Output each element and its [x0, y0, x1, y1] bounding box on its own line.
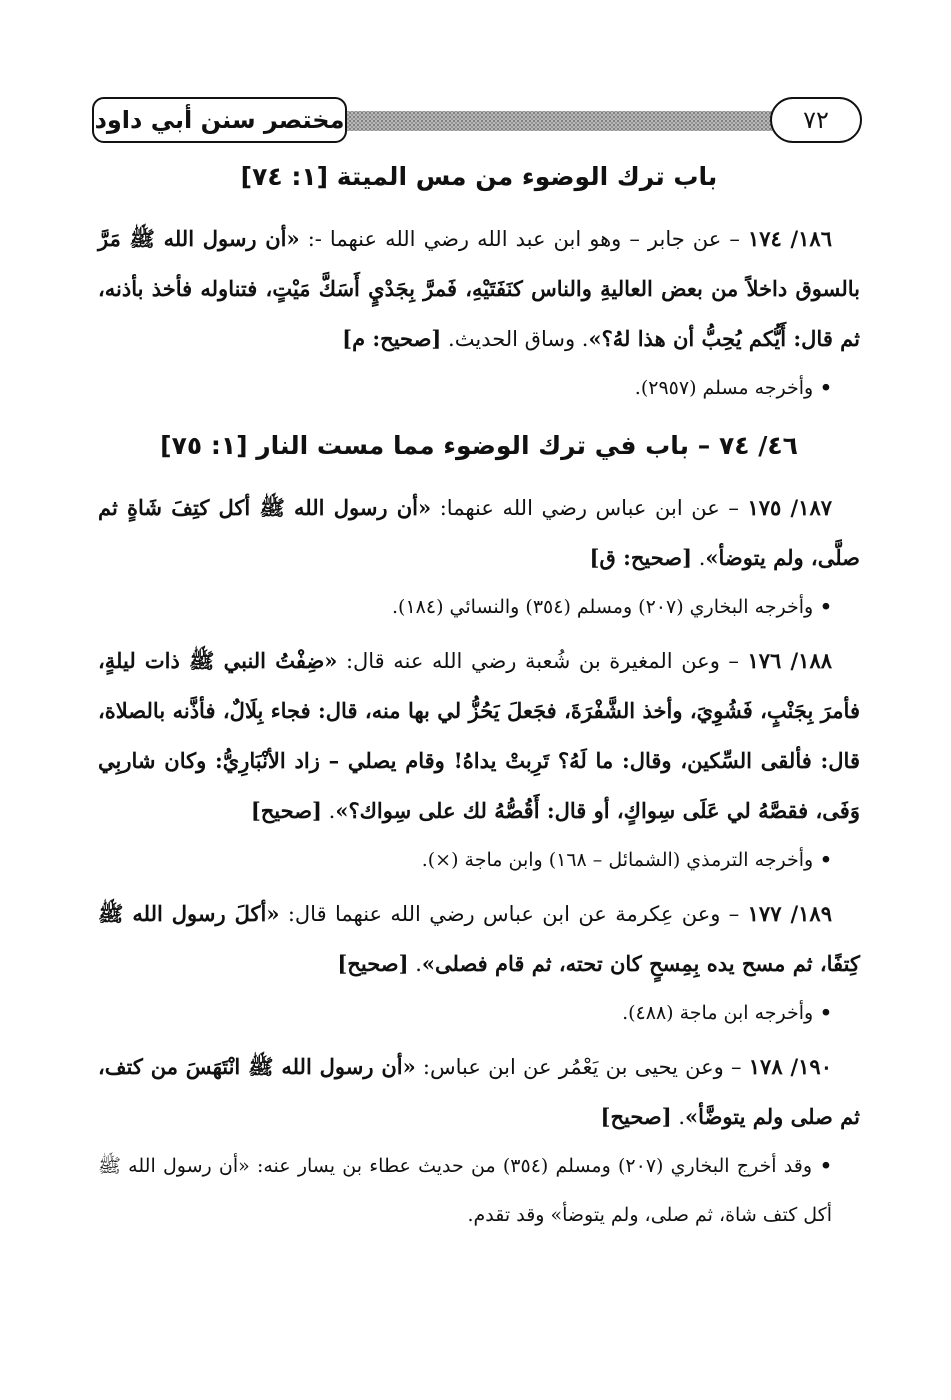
takhrij-note — [98, 1142, 860, 1240]
hadith-after: . — [692, 546, 706, 570]
hadith-number: ١٨٩/ ١٧٧ — [747, 901, 832, 926]
takhrij-note — [98, 364, 860, 413]
hadith-grade: [صحيح] — [337, 951, 409, 976]
takhrij-note — [98, 836, 860, 885]
hadith-after: . — [408, 952, 422, 976]
hadith-quote: «أكلَ رسول الله ﷺ كِتفًا، ثم مسح يده بِمِسحٍ كان تحته، ثم قام فصلى» — [98, 901, 860, 976]
bullet-icon: • — [812, 1155, 832, 1177]
bullet-icon: • — [813, 1002, 832, 1024]
hadith-paragraph — [98, 636, 860, 836]
bullet-icon: • — [813, 849, 832, 871]
hadith-number: ١٩٠/ ١٧٨ — [748, 1054, 832, 1079]
page-header — [92, 95, 862, 151]
takhrij-note — [98, 583, 860, 632]
hadith-number: ١٨٨/ ١٧٦ — [747, 648, 833, 673]
bullet-icon: • — [813, 377, 832, 399]
hadith-quote: «أن رسول الله ﷺ انْتَهَسَ من كتف، ثم صلى ولم يتوضَّأ» — [98, 1054, 860, 1129]
hadith-grade: [صحيح] — [250, 798, 322, 823]
hadith-paragraph — [98, 889, 860, 989]
hadith-after: . — [671, 1105, 686, 1129]
hadith-grade: [صحيح] — [600, 1104, 672, 1129]
takhrij-text: وأخرجه ابن ماجة (٤٨٨). — [622, 1002, 814, 1024]
hadith-quote: «أن رسول الله ﷺ مَرَّ بالسوق داخلاً من بعض العاليةِ والناس كنَفَتَيْهِ، فَمرَّ بِجَدْيٍ أَسَكَّ مَيْتٍ، فتناوله فأخذ بأذنه، ثم قال: أَيُّكم يُحِبُّ أن هذا لهُ؟» — [98, 226, 860, 351]
takhrij-text: وأخرجه مسلم (٢٩٥٧). — [634, 377, 814, 399]
page-number: ٧٢ — [770, 97, 862, 143]
header-decorative-band — [332, 111, 772, 131]
hadith-quote: «أن رسول الله ﷺ أكل كتِفَ شَاةٍ ثم صلَّى، ولم يتوضأ» — [98, 495, 860, 570]
hadith-paragraph — [98, 1042, 860, 1142]
hadith-intro: – وعن عِكرمة عن ابن عباس رضي الله عنهما قال: — [279, 902, 740, 926]
takhrij-text: وقد أخرج البخاري (٢٠٧) ومسلم (٣٥٤) من حديث عطاء بن يسار عنه: «أن رسول الله ﷺ أكل كتف شاة، ثم صلى، ولم يتوضأ» وقد تقدم. — [98, 1155, 832, 1226]
chapter-heading: باب ترك الوضوء من مس الميتة [١: ٧٤] — [240, 162, 718, 191]
hadith-intro: – عن جابر – وهو ابن عبد الله رضي الله عنهما -: — [299, 227, 740, 251]
page-content — [98, 148, 860, 1244]
hadith-paragraph — [98, 483, 860, 583]
hadith-intro: – وعن المغيرة بن شُعبة رضي الله عنه قال: — [337, 649, 739, 673]
takhrij-text: وأخرجه البخاري (٢٠٧) ومسلم (٣٥٤) والنسائي (١٨٤). — [391, 596, 814, 618]
hadith-grade: [صحيح: ق] — [589, 545, 693, 570]
hadith-number: ١٨٦/ ١٧٤ — [747, 226, 832, 251]
hadith-quote: «ضِفْتُ النبي ﷺ ذات ليلةٍ، فأمرَ بِجَنْبٍ، فَشُوِيَ، وأخذ الشَّفْرَةَ، فجَعلَ يَحُزُّ لي بها منه، قال: فجاء بِلَالٌ، فأذَّنه بالصلاة، قال: فألقى السِّكين، وقال: ما لَهُ؟ تَرِبتْ يداهُ! وقام يصلي – زاد الأنْبَارِيُّ: وكان شاربِي وَفَى، فقصَّهُ لي عَلَى سِواكٍ، أو قال: أَقُصُّهُ لك على سِواك؟» — [98, 648, 860, 823]
hadith-grade: [صحيح: م] — [342, 326, 442, 351]
hadith-paragraph — [98, 214, 860, 364]
takhrij-note — [98, 989, 860, 1038]
book-title: مختصر سنن أبي داود — [92, 97, 347, 143]
hadith-after: . — [321, 799, 336, 823]
hadith-number: ١٨٧/ ١٧٥ — [747, 495, 833, 520]
hadith-intro: – وعن يحيى بن يَعْمُر عن ابن عباس: — [415, 1055, 742, 1079]
hadith-after: . وساق الحديث. — [441, 327, 589, 351]
bullet-icon: • — [813, 596, 832, 618]
hadith-intro: – عن ابن عباس رضي الله عنهما: — [431, 496, 739, 520]
takhrij-text: وأخرجه الترمذي (الشمائل – ١٦٨) وابن ماجة (×). — [421, 849, 814, 871]
chapter-heading: ٤٦/ ٧٤ – باب في ترك الوضوء مما مست النار [١: ٧٥] — [160, 431, 798, 460]
